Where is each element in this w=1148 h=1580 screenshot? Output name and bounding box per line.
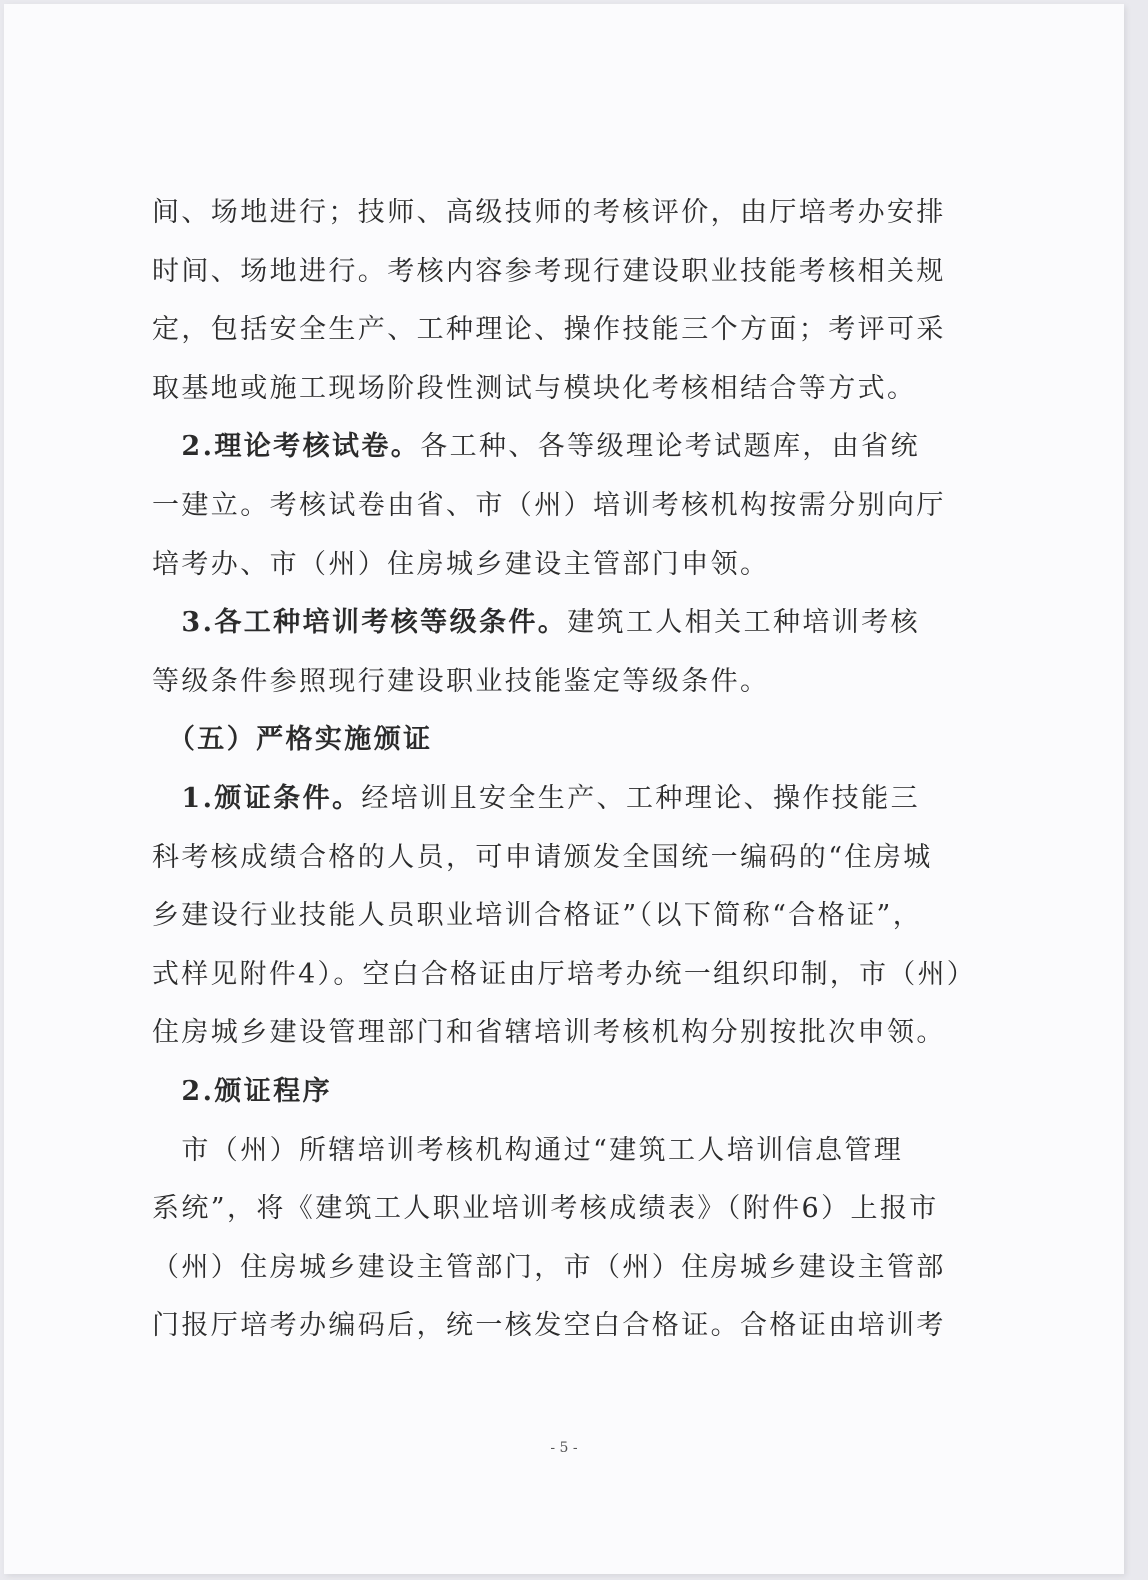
page-number: - 5 -	[550, 1440, 578, 1456]
text-line	[152, 1180, 939, 1238]
text-line	[152, 594, 920, 652]
body-text-run: 乡建设行业技能人员职业培训合格证”（以下简称“合格证”，	[152, 900, 923, 932]
body-text-run: 一建立。考核试卷由省、市（州）培训考核机构按需分别向厅	[152, 490, 946, 521]
bold-heading-text: 1.颁证条件。	[152, 783, 362, 814]
text-line	[152, 887, 922, 945]
text-line	[152, 1297, 946, 1355]
text-line	[152, 301, 946, 359]
body-text-run: （州）住房城乡建设主管部门，市（州）住房城乡建设主管部	[152, 1251, 946, 1283]
text-line	[152, 536, 769, 594]
body-text-run: 式样见附件4）。空白合格证由厅培考办统一组织印制，市（州）	[152, 958, 976, 990]
body-text-run: 市（州）所辖培训考核机构通过“建筑工人培训信息管理	[152, 1134, 904, 1166]
body-text-run: 间、场地进行；技师、高级技师的考核评价，由厅培考办安排	[152, 197, 946, 228]
text-line	[152, 184, 946, 242]
text-line	[152, 360, 916, 418]
body-text-run: 培考办、市（州）住房城乡建设主管部门申领。	[152, 548, 770, 580]
text-line	[152, 1122, 903, 1180]
text-line	[152, 829, 933, 887]
bold-heading-text: 2.理论考核试卷。	[152, 431, 421, 463]
text-line	[152, 243, 946, 301]
body-text-run: 门报厅培考办编码后，统一核发空白合格证。合格证由培训考	[152, 1310, 946, 1342]
bold-heading-text: （五）严格实施颁证	[152, 724, 433, 756]
text-line	[152, 418, 920, 476]
text-line	[152, 1004, 946, 1062]
body-text-run: 住房城乡建设管理部门和省辖培训考核机构分别按批次申领。	[152, 1017, 946, 1049]
document-page	[4, 4, 1124, 1574]
body-text-run: 时间、场地进行。考核内容参考现行建设职业技能考核相关规	[152, 255, 946, 287]
text-line	[152, 1063, 332, 1121]
body-text-run: 系统”，将《建筑工人职业培训考核成绩表》（附件6）上报市	[152, 1193, 939, 1225]
body-text-run: 经培训且安全生产、工种理论、操作技能三	[361, 783, 920, 814]
body-text-run: 定，包括安全生产、工种理论、操作技能三个方面；考评可采	[152, 314, 946, 346]
body-text-run: 等级条件参照现行建设职业技能鉴定等级条件。	[152, 665, 770, 697]
body-text-run: 建筑工人相关工种培训考核	[567, 607, 920, 639]
body-text-run: 取基地或施工现场阶段性测试与模块化考核相结合等方式。	[152, 372, 917, 404]
body-text-run: 科考核成绩合格的人员，可申请颁发全国统一编码的“住房城	[152, 841, 933, 873]
body-text-run: 各工种、各等级理论考试题库，由省统	[420, 431, 920, 463]
text-line	[152, 653, 769, 711]
text-line	[152, 946, 976, 1004]
text-line	[152, 770, 920, 828]
bold-heading-text: 3.各工种培训考核等级条件。	[152, 607, 568, 639]
bold-heading-text: 2.颁证程序	[152, 1076, 332, 1107]
text-line	[152, 477, 946, 535]
text-line	[152, 1239, 946, 1297]
text-line	[152, 711, 433, 769]
